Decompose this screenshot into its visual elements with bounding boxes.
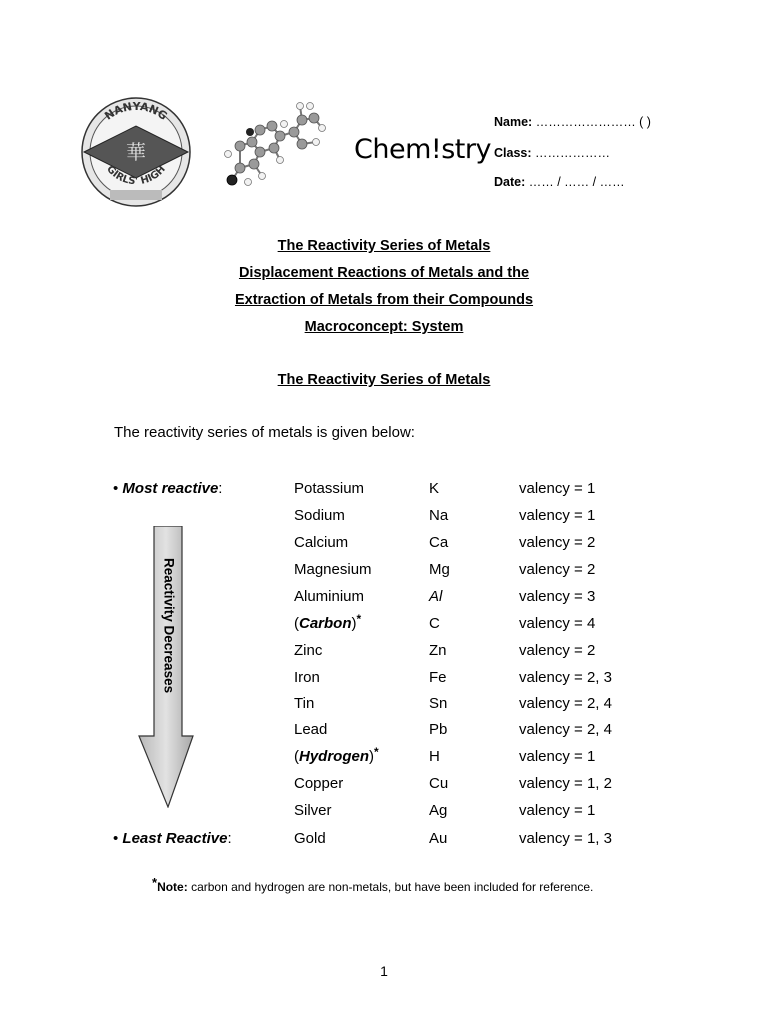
series-row bbox=[0, 775, 768, 802]
series-row bbox=[0, 745, 768, 775]
element-valency: valency = 1, 2 bbox=[519, 775, 612, 792]
class-label: Class: bbox=[494, 146, 532, 160]
element-valency: valency = 1 bbox=[519, 802, 596, 819]
element-name-cell: (Carbon)* bbox=[294, 612, 362, 632]
series-row bbox=[0, 507, 768, 534]
element-symbol: Mg bbox=[429, 561, 450, 578]
element-valency: valency = 2, 4 bbox=[519, 695, 612, 712]
element-valency: valency = 1 bbox=[519, 480, 596, 497]
title-line-3: Extraction of Metals from their Compounds bbox=[234, 292, 534, 308]
series-row bbox=[0, 588, 768, 615]
series-row bbox=[0, 612, 768, 642]
element-valency: valency = 2, 3 bbox=[519, 669, 612, 686]
element-name: Iron bbox=[294, 669, 320, 686]
most-reactive-text: Most reactive bbox=[122, 480, 219, 497]
element-name-cell bbox=[294, 642, 322, 659]
series-row bbox=[0, 534, 768, 561]
element-symbol: C bbox=[429, 615, 440, 632]
element-name: Hydrogen bbox=[299, 748, 370, 765]
element-name-cell bbox=[294, 534, 348, 551]
element-symbol: Cu bbox=[429, 775, 449, 792]
series-row bbox=[0, 830, 768, 857]
name-label: Name: bbox=[494, 115, 533, 129]
element-valency: valency = 2, 4 bbox=[519, 721, 612, 738]
element-valency: valency = 1, 3 bbox=[519, 830, 612, 847]
series-row bbox=[0, 721, 768, 748]
element-valency: valency = 2 bbox=[519, 642, 596, 659]
element-symbol: H bbox=[429, 748, 440, 765]
note-label: Note: bbox=[157, 880, 188, 894]
element-valency: valency = 3 bbox=[519, 588, 596, 605]
series-row bbox=[0, 669, 768, 696]
element-name: Gold bbox=[294, 830, 326, 847]
date-label: Date: bbox=[494, 175, 526, 189]
element-symbol: Ca bbox=[429, 534, 449, 551]
element-name: Carbon bbox=[299, 615, 352, 632]
element-valency: valency = 1 bbox=[519, 748, 596, 765]
element-name: Tin bbox=[294, 695, 315, 712]
title-line-2: Displacement Reactions of Metals and the bbox=[238, 265, 530, 281]
element-name-cell bbox=[294, 507, 345, 524]
class-value: ……………… bbox=[535, 146, 611, 160]
least-reactive-label: • Least Reactive: bbox=[113, 830, 232, 847]
intro-text: The reactivity series of metals is given below: bbox=[114, 424, 415, 441]
series-row bbox=[0, 480, 768, 507]
element-name-cell bbox=[294, 802, 332, 819]
name-value: …………………… ( ) bbox=[535, 115, 651, 129]
element-symbol: K bbox=[429, 480, 440, 497]
element-name-cell bbox=[294, 695, 314, 712]
element-name: Copper bbox=[294, 775, 344, 792]
element-name-cell bbox=[294, 830, 326, 847]
element-symbol: Sn bbox=[429, 695, 448, 712]
element-name-cell bbox=[294, 480, 364, 497]
note-text: carbon and hydrogen are non-metals, but have been included for reference. bbox=[187, 880, 594, 894]
series-row bbox=[0, 561, 768, 588]
title-line-1: The Reactivity Series of Metals bbox=[277, 238, 491, 254]
element-name: Sodium bbox=[294, 507, 345, 524]
element-symbol: Pb bbox=[429, 721, 448, 738]
most-reactive-label: • Most reactive: bbox=[113, 480, 223, 497]
element-name: Lead bbox=[294, 721, 328, 738]
element-name: Magnesium bbox=[294, 561, 372, 578]
name-field[interactable] bbox=[494, 115, 651, 129]
element-name-cell bbox=[294, 588, 364, 605]
brand-title: Chem!stry bbox=[354, 134, 491, 165]
element-symbol: Ag bbox=[429, 802, 448, 819]
element-name: Calcium bbox=[294, 534, 349, 551]
element-name: Potassium bbox=[294, 480, 365, 497]
class-field[interactable] bbox=[494, 146, 610, 160]
element-name-cell bbox=[294, 561, 372, 578]
element-valency: valency = 4 bbox=[519, 615, 596, 632]
element-valency: valency = 1 bbox=[519, 507, 596, 524]
svg-text:華: 華 bbox=[126, 140, 146, 164]
title-line-4: Macroconcept: System bbox=[304, 319, 464, 335]
section-heading: The Reactivity Series of Metals bbox=[277, 372, 491, 388]
series-row bbox=[0, 802, 768, 829]
element-valency: valency = 2 bbox=[519, 561, 596, 578]
least-reactive-text: Least Reactive bbox=[122, 830, 228, 847]
page-number: 1 bbox=[380, 963, 388, 979]
element-name: Silver bbox=[294, 802, 332, 819]
element-name-cell bbox=[294, 721, 327, 738]
series-row bbox=[0, 642, 768, 669]
date-value: …… / …… / …… bbox=[528, 175, 625, 189]
logo-top-text: NANYANG bbox=[102, 99, 170, 123]
element-name-cell bbox=[294, 775, 343, 792]
element-name-cell: (Hydrogen)* bbox=[294, 745, 379, 765]
element-name: Zinc bbox=[294, 642, 323, 659]
element-symbol: Al bbox=[429, 588, 443, 605]
logo-bottom-text: GIRLS' HIGH bbox=[104, 163, 168, 188]
school-logo bbox=[80, 96, 192, 208]
date-field[interactable] bbox=[494, 175, 625, 189]
molecule-illustration bbox=[218, 96, 333, 196]
element-symbol: Au bbox=[429, 830, 448, 847]
element-valency: valency = 2 bbox=[519, 534, 596, 551]
element-name-cell bbox=[294, 669, 320, 686]
element-symbol: Zn bbox=[429, 642, 447, 659]
element-symbol: Fe bbox=[429, 669, 447, 686]
element-symbol: Na bbox=[429, 507, 449, 524]
footnote: *Note: carbon and hydrogen are non-metals, but have been included for reference. bbox=[152, 875, 594, 894]
series-row bbox=[0, 695, 768, 722]
element-name: Aluminium bbox=[294, 588, 365, 605]
arrow-label: Reactivity Decreases bbox=[161, 558, 177, 694]
